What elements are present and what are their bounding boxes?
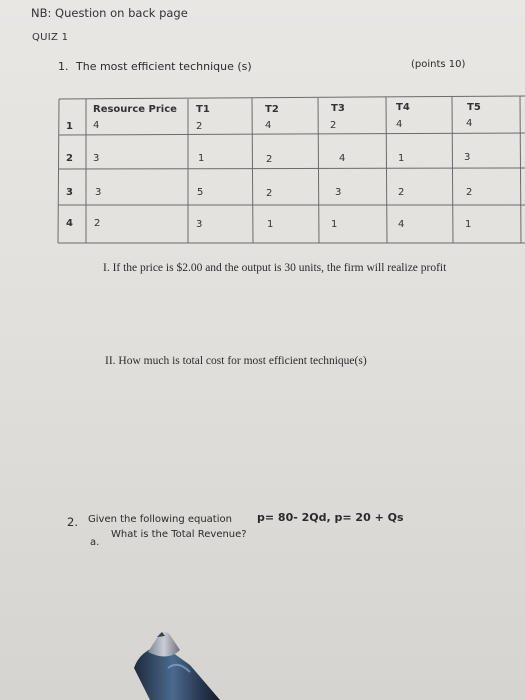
question-1-number: 1. bbox=[58, 60, 69, 73]
row-3-t4: 2 bbox=[398, 187, 405, 198]
question-2-text: Given the following equation bbox=[88, 514, 232, 525]
row-2-price: 3 bbox=[93, 153, 100, 164]
row-2-index: 2 bbox=[66, 153, 73, 164]
row-1-t1: 2 bbox=[196, 121, 203, 132]
header-resource-price: Resource Price bbox=[93, 104, 177, 115]
row-3-price: 3 bbox=[95, 187, 102, 198]
row-2-t2: 2 bbox=[266, 154, 273, 165]
sub-question-ii: II. How much is total cost for most efficient technique(s) bbox=[105, 355, 367, 367]
row-4-price: 2 bbox=[94, 218, 101, 229]
row-3-t1: 5 bbox=[197, 187, 204, 198]
header-t1: T1 bbox=[196, 104, 210, 115]
question-2-equation: p= 80- 2Qd, p= 20 + Qs bbox=[257, 511, 404, 524]
row-1-t2: 4 bbox=[265, 120, 272, 131]
row-2-t5: 3 bbox=[464, 152, 471, 163]
sub-question-i: I. If the price is $2.00 and the output is 30 units, the firm will realize profit bbox=[103, 262, 447, 274]
question-2-number: 2. bbox=[67, 515, 78, 529]
row-2-t1: 1 bbox=[198, 153, 205, 164]
row-1-t3: 2 bbox=[330, 120, 337, 131]
row-4-t3: 1 bbox=[331, 219, 338, 230]
row-1-t4: 4 bbox=[396, 119, 403, 130]
row-1-price: 4 bbox=[93, 120, 100, 131]
row-4-t1: 3 bbox=[196, 219, 203, 230]
header-t4: T4 bbox=[396, 102, 410, 113]
row-3-index: 3 bbox=[66, 187, 73, 198]
question-2a-text: What is the Total Revenue? bbox=[111, 529, 247, 540]
row-2-t3: 4 bbox=[339, 153, 346, 164]
question-1-text: The most efficient technique (s) bbox=[76, 60, 252, 73]
quiz-title: QUIZ 1 bbox=[32, 32, 69, 43]
row-4-t5: 1 bbox=[465, 219, 472, 230]
question-2a-letter: a. bbox=[90, 537, 100, 548]
row-4-t2: 1 bbox=[267, 219, 274, 230]
row-4-index: 4 bbox=[66, 218, 73, 229]
row-1-t5: 4 bbox=[466, 118, 473, 129]
row-4-t4: 4 bbox=[398, 219, 405, 230]
question-1-points: (points 10) bbox=[411, 59, 466, 70]
row-3-t3: 3 bbox=[335, 187, 342, 198]
row-2-t4: 1 bbox=[398, 153, 405, 164]
row-3-t2: 2 bbox=[266, 188, 273, 199]
header-t3: T3 bbox=[331, 103, 345, 114]
back-page-note: NB: Question on back page bbox=[31, 6, 188, 20]
header-t5: T5 bbox=[467, 102, 481, 113]
row-3-t5: 2 bbox=[466, 187, 473, 198]
header-t2: T2 bbox=[265, 104, 279, 115]
row-1-index: 1 bbox=[66, 121, 73, 132]
